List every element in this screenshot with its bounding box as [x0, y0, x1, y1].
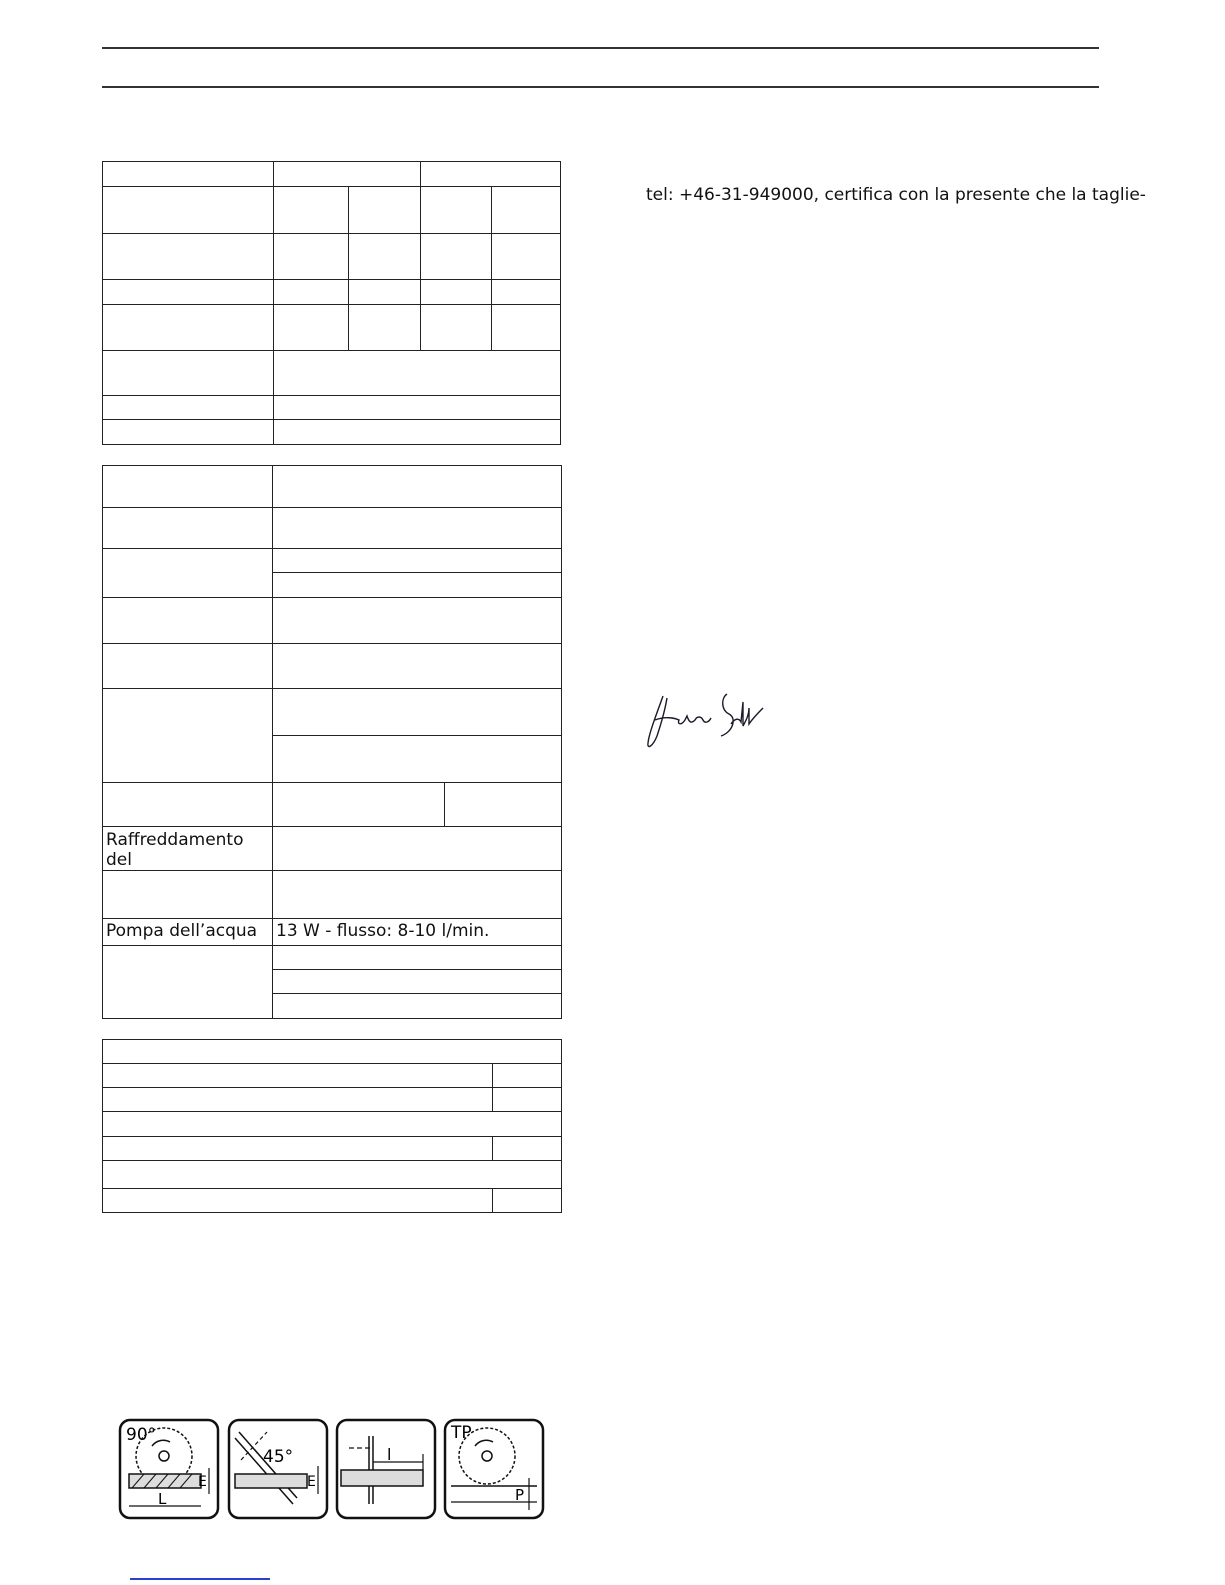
table-cell [103, 1137, 493, 1161]
table-cell [273, 420, 560, 445]
label-l: L [158, 1490, 167, 1508]
table-cell [273, 827, 562, 871]
table-cell [273, 970, 562, 994]
table-cell [273, 689, 562, 736]
table-cell [491, 234, 560, 280]
table-cell [103, 1040, 562, 1064]
cooling-label-cell: Raffreddamento del [103, 827, 273, 871]
table-cell [349, 187, 421, 234]
table-cell [493, 1088, 562, 1112]
table-cell [273, 783, 445, 827]
table-cell [349, 280, 421, 305]
signature [645, 688, 775, 762]
cut-90-icon [118, 1418, 220, 1520]
table-cell [421, 305, 491, 351]
table-cell [273, 871, 562, 919]
table-cell [273, 549, 562, 573]
table-cell [493, 1189, 562, 1213]
table-cell [273, 351, 560, 396]
declaration-phone-line: tel: +46-31-949000, certifica con la presente che la taglie- [646, 185, 1146, 205]
label-e-45: E [307, 1474, 316, 1490]
label-e: E [198, 1474, 207, 1490]
table-cell [103, 689, 273, 783]
table-cell [103, 946, 273, 1019]
table-cell [421, 234, 491, 280]
table-cell [273, 305, 348, 351]
label-l-small: l [387, 1445, 392, 1464]
table-cell [103, 783, 273, 827]
table-cell [273, 644, 562, 689]
table-cell [103, 466, 273, 508]
table-cell [273, 187, 348, 234]
table-cell [103, 420, 274, 445]
table-cell [103, 351, 274, 396]
table-cell [349, 234, 421, 280]
table-cell [103, 871, 273, 919]
table-cell [103, 598, 273, 644]
table-cell [491, 187, 560, 234]
table-cell [273, 162, 421, 187]
pump-value-cell: 13 W - flusso: 8-10 l/min. [273, 919, 562, 946]
angle-45-label: 45° [263, 1447, 294, 1467]
table-cell [421, 280, 491, 305]
table-cell [421, 187, 491, 234]
table-cell [273, 466, 562, 508]
cut-45-icon [227, 1418, 329, 1520]
table-cell [103, 396, 274, 420]
table-cell [421, 162, 561, 187]
table-cell [103, 1189, 493, 1213]
table-cell [445, 783, 562, 827]
table-cell [103, 644, 273, 689]
table-cell [493, 1137, 562, 1161]
label-tp: TP [451, 1423, 472, 1443]
table-cell [103, 187, 274, 234]
table-cell [273, 234, 348, 280]
table-cell [491, 280, 560, 305]
table-cell [493, 1064, 562, 1088]
header-rule-bottom [102, 86, 1099, 88]
table-cell [273, 994, 562, 1019]
table-cell [103, 280, 274, 305]
table-cell [103, 549, 273, 598]
table-cell [273, 508, 562, 549]
table-cell [273, 946, 562, 970]
footer-link-underline[interactable] [130, 1578, 270, 1580]
table-cell [103, 162, 274, 187]
technical-data-table [102, 161, 561, 445]
table-cell [273, 573, 562, 598]
angle-90-label: 90° [126, 1425, 157, 1445]
table-cell [349, 305, 421, 351]
pump-label-cell: Pompa dell’acqua [103, 919, 273, 946]
table-cell [103, 234, 274, 280]
table-cell [273, 598, 562, 644]
emissions-table [102, 1039, 562, 1213]
table-cell [103, 1112, 562, 1137]
cut-tp-icon [443, 1418, 545, 1520]
table-cell [103, 1064, 493, 1088]
table-cell [491, 305, 560, 351]
table-cell [273, 736, 562, 783]
header-rule-top [102, 47, 1099, 49]
table-cell [273, 280, 348, 305]
specifications-table [102, 465, 562, 1019]
table-cell [273, 396, 560, 420]
table-cell [103, 1088, 493, 1112]
label-p: P [515, 1486, 525, 1504]
table-cell [103, 508, 273, 549]
table-cell [103, 1161, 562, 1189]
table-cell [103, 305, 274, 351]
cut-depth-icon [335, 1418, 437, 1520]
